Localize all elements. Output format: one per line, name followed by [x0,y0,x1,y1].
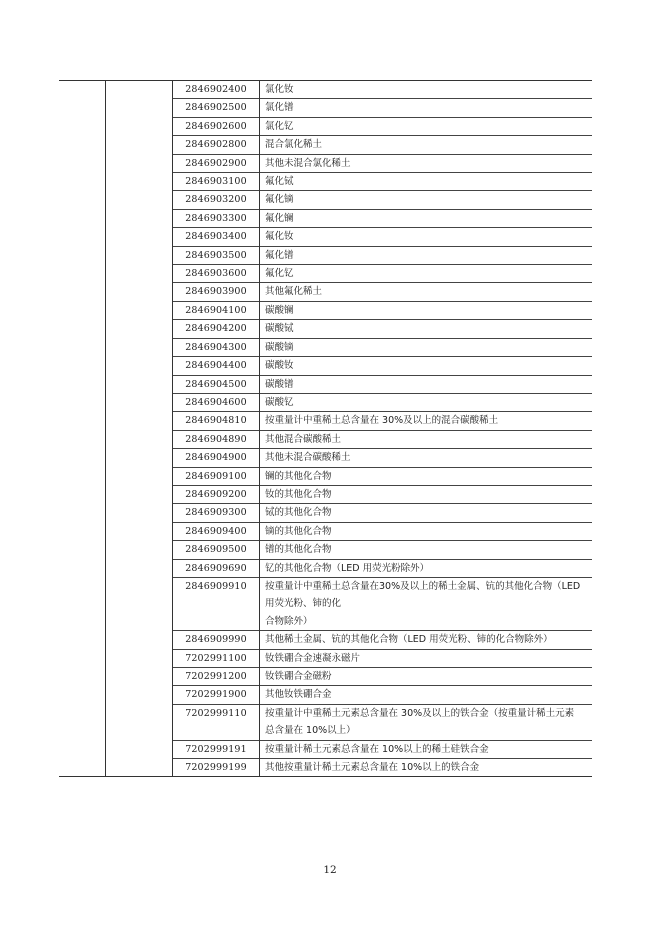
table-row [173,228,592,246]
description-cell [259,339,592,356]
description-line: 碳酸镧 [265,304,294,316]
description-cell [259,412,592,429]
description-line: 合物除外） [265,615,313,627]
description-line: 氯化钇 [265,120,294,132]
description-line: 其他稀土金属、钪的其他化合物（LED 用荧光粉、铈的化合物除外） [265,634,553,646]
description-line: 钕铁硼合金磁粉 [265,671,332,682]
hs-code-cell: 7202999110 [185,707,247,719]
description-cell [259,136,592,153]
table-row [173,686,592,704]
table-row [173,357,592,375]
description-line: 氯化钕 [265,84,294,95]
table-row [173,210,592,228]
description-line: 其他钕铁硼合金 [265,689,332,701]
table-row [173,99,592,117]
description-line: 碳酸铽 [265,323,294,335]
description-line: 氟化钕 [265,231,294,243]
table-row [173,283,592,301]
description-cell [259,486,592,503]
column-divider [259,81,260,776]
description-line: 其他氟化稀土 [265,286,323,298]
description-line: 总含量在 10%以上） [265,725,356,737]
table-row [173,118,592,136]
hs-code-cell: 2846902500 [185,102,247,114]
hs-code-cell: 2846909200 [185,488,247,500]
table-row [173,468,592,486]
description-line: 氟化镨 [265,249,294,261]
description-cell [259,155,592,172]
hs-code-cell: 2846903900 [185,286,247,298]
hs-code-cell: 2846909300 [185,507,247,519]
description-cell [259,705,592,740]
description-cell [259,578,592,630]
table-row [173,741,592,759]
description-cell [259,504,592,521]
description-line: 用荧光粉、铈的化 [265,598,342,610]
description-line: 按重量计稀土元素总含量在 10%以上的稀土硅铁合金 [265,743,489,755]
table-row [173,302,592,320]
description-line: 其他按重量计稀土元素总含量在 10%以上的铁合金 [265,762,480,774]
description-cell [259,283,592,300]
page-number: 12 [323,864,337,876]
description-line: 镨的其他化合物 [265,544,332,556]
hs-code-cell: 2846902900 [185,157,247,169]
hs-code-cell: 7202999199 [185,762,247,774]
description-cell [259,247,592,264]
description-cell [259,741,592,758]
table-row [173,320,592,338]
table-row [173,412,592,430]
description-cell [259,357,592,374]
description-cell [259,265,592,282]
description-cell [259,394,592,411]
table-row [173,155,592,173]
description-cell [259,560,592,577]
hs-code-cell: 2846903600 [185,268,247,280]
hs-code-cell: 2846904600 [185,396,247,408]
description-line: 碳酸钕 [265,360,294,372]
table-row [173,247,592,265]
hs-code-cell: 2846903400 [185,231,247,243]
table-row [173,173,592,191]
description-line: 氟化镝 [265,194,294,206]
description-cell [259,320,592,337]
description-cell [259,99,592,116]
table-row [173,449,592,467]
table-row [173,265,592,283]
description-cell [259,650,592,667]
table-row [173,486,592,504]
description-line: 其他未混合碳酸稀土 [265,452,351,464]
hs-code-cell: 7202991100 [185,652,247,664]
table-row [173,136,592,154]
table-row [173,394,592,412]
hs-code-cell: 2846902400 [185,84,247,95]
description-cell [259,118,592,135]
hs-code-cell: 2846904500 [185,378,247,390]
table-row [173,431,592,449]
description-cell [259,759,592,776]
table-row [173,541,592,559]
hs-code-cell: 2846909500 [185,544,247,556]
rare-earth-code-table [59,80,592,777]
description-cell [259,523,592,540]
hs-code-cell: 2846904810 [185,415,247,427]
description-cell [259,668,592,685]
description-line: 按重量计中重稀土总含量在30%及以上的稀土金属、钪的其他化合物（LED [265,580,581,592]
table-row [173,650,592,668]
description-line: 镝的其他化合物 [265,525,332,537]
hs-code-cell: 2846909690 [185,562,247,574]
hs-code-cell: 2846909400 [185,525,247,537]
hs-code-cell: 7202991900 [185,689,247,701]
description-line: 钇的其他化合物（LED 用荧光粉除外） [265,562,430,574]
description-line: 碳酸镝 [265,341,294,353]
description-line: 碳酸钇 [265,396,294,408]
column-divider [105,81,106,776]
description-line: 氟化镧 [265,212,294,224]
description-cell [259,449,592,466]
description-cell [259,302,592,319]
table-row [173,705,592,741]
description-line: 其他混合碳酸稀土 [265,433,342,445]
description-cell [259,541,592,558]
description-line: 镧的其他化合物 [265,470,332,482]
hs-code-cell: 7202991200 [185,671,247,682]
description-cell [259,376,592,393]
description-line: 碳酸镨 [265,378,294,390]
hs-code-cell: 2846904400 [185,360,247,372]
table-row [173,504,592,522]
hs-code-cell: 2846902600 [185,120,247,132]
description-cell [259,81,592,98]
hs-code-cell: 2846903500 [185,249,247,261]
description-line: 钕的其他化合物 [265,488,332,500]
hs-code-cell: 2846904200 [185,323,247,335]
description-line: 按重量计中重稀土总含量在 30%及以上的混合碳酸稀土 [265,415,499,427]
table-row [173,578,592,631]
table-row [173,376,592,394]
column-divider [172,81,173,776]
hs-code-cell: 2846903100 [185,176,247,188]
table-row [173,81,592,99]
description-cell [259,191,592,208]
description-line: 铽的其他化合物 [265,507,332,519]
description-line: 钕铁硼合金速凝永磁片 [265,652,361,664]
description-line: 氟化钇 [265,268,294,280]
hs-code-cell: 2846904890 [185,433,247,445]
hs-code-cell: 2846904100 [185,304,247,316]
hs-code-cell: 2846902800 [185,139,247,151]
hs-code-cell: 2846903300 [185,212,247,224]
description-cell [259,228,592,245]
description-line: 氯化镨 [265,102,294,114]
table-row [173,668,592,686]
description-cell [259,686,592,703]
table-row [173,631,592,649]
description-line: 混合氯化稀土 [265,139,323,151]
hs-code-cell: 7202999191 [185,743,247,755]
description-line: 按重量计中重稀土元素总含量在 30%及以上的铁合金（按重量计稀土元素 [265,707,575,719]
hs-code-cell: 2846909910 [185,580,247,592]
description-line: 其他未混合氯化稀土 [265,157,351,169]
hs-code-cell: 2846904300 [185,341,247,353]
description-cell [259,431,592,448]
description-cell [259,468,592,485]
hs-code-cell: 2846909990 [185,634,247,646]
description-cell [259,631,592,648]
table-row [173,339,592,357]
table-body [173,81,592,776]
description-line: 氟化铽 [265,176,294,188]
hs-code-cell: 2846909100 [185,470,247,482]
table-row [173,191,592,209]
table-row [173,759,592,776]
description-cell [259,173,592,190]
hs-code-cell: 2846903200 [185,194,247,206]
table-row [173,560,592,578]
table-row [173,523,592,541]
description-cell [259,210,592,227]
hs-code-cell: 2846904900 [185,452,247,464]
